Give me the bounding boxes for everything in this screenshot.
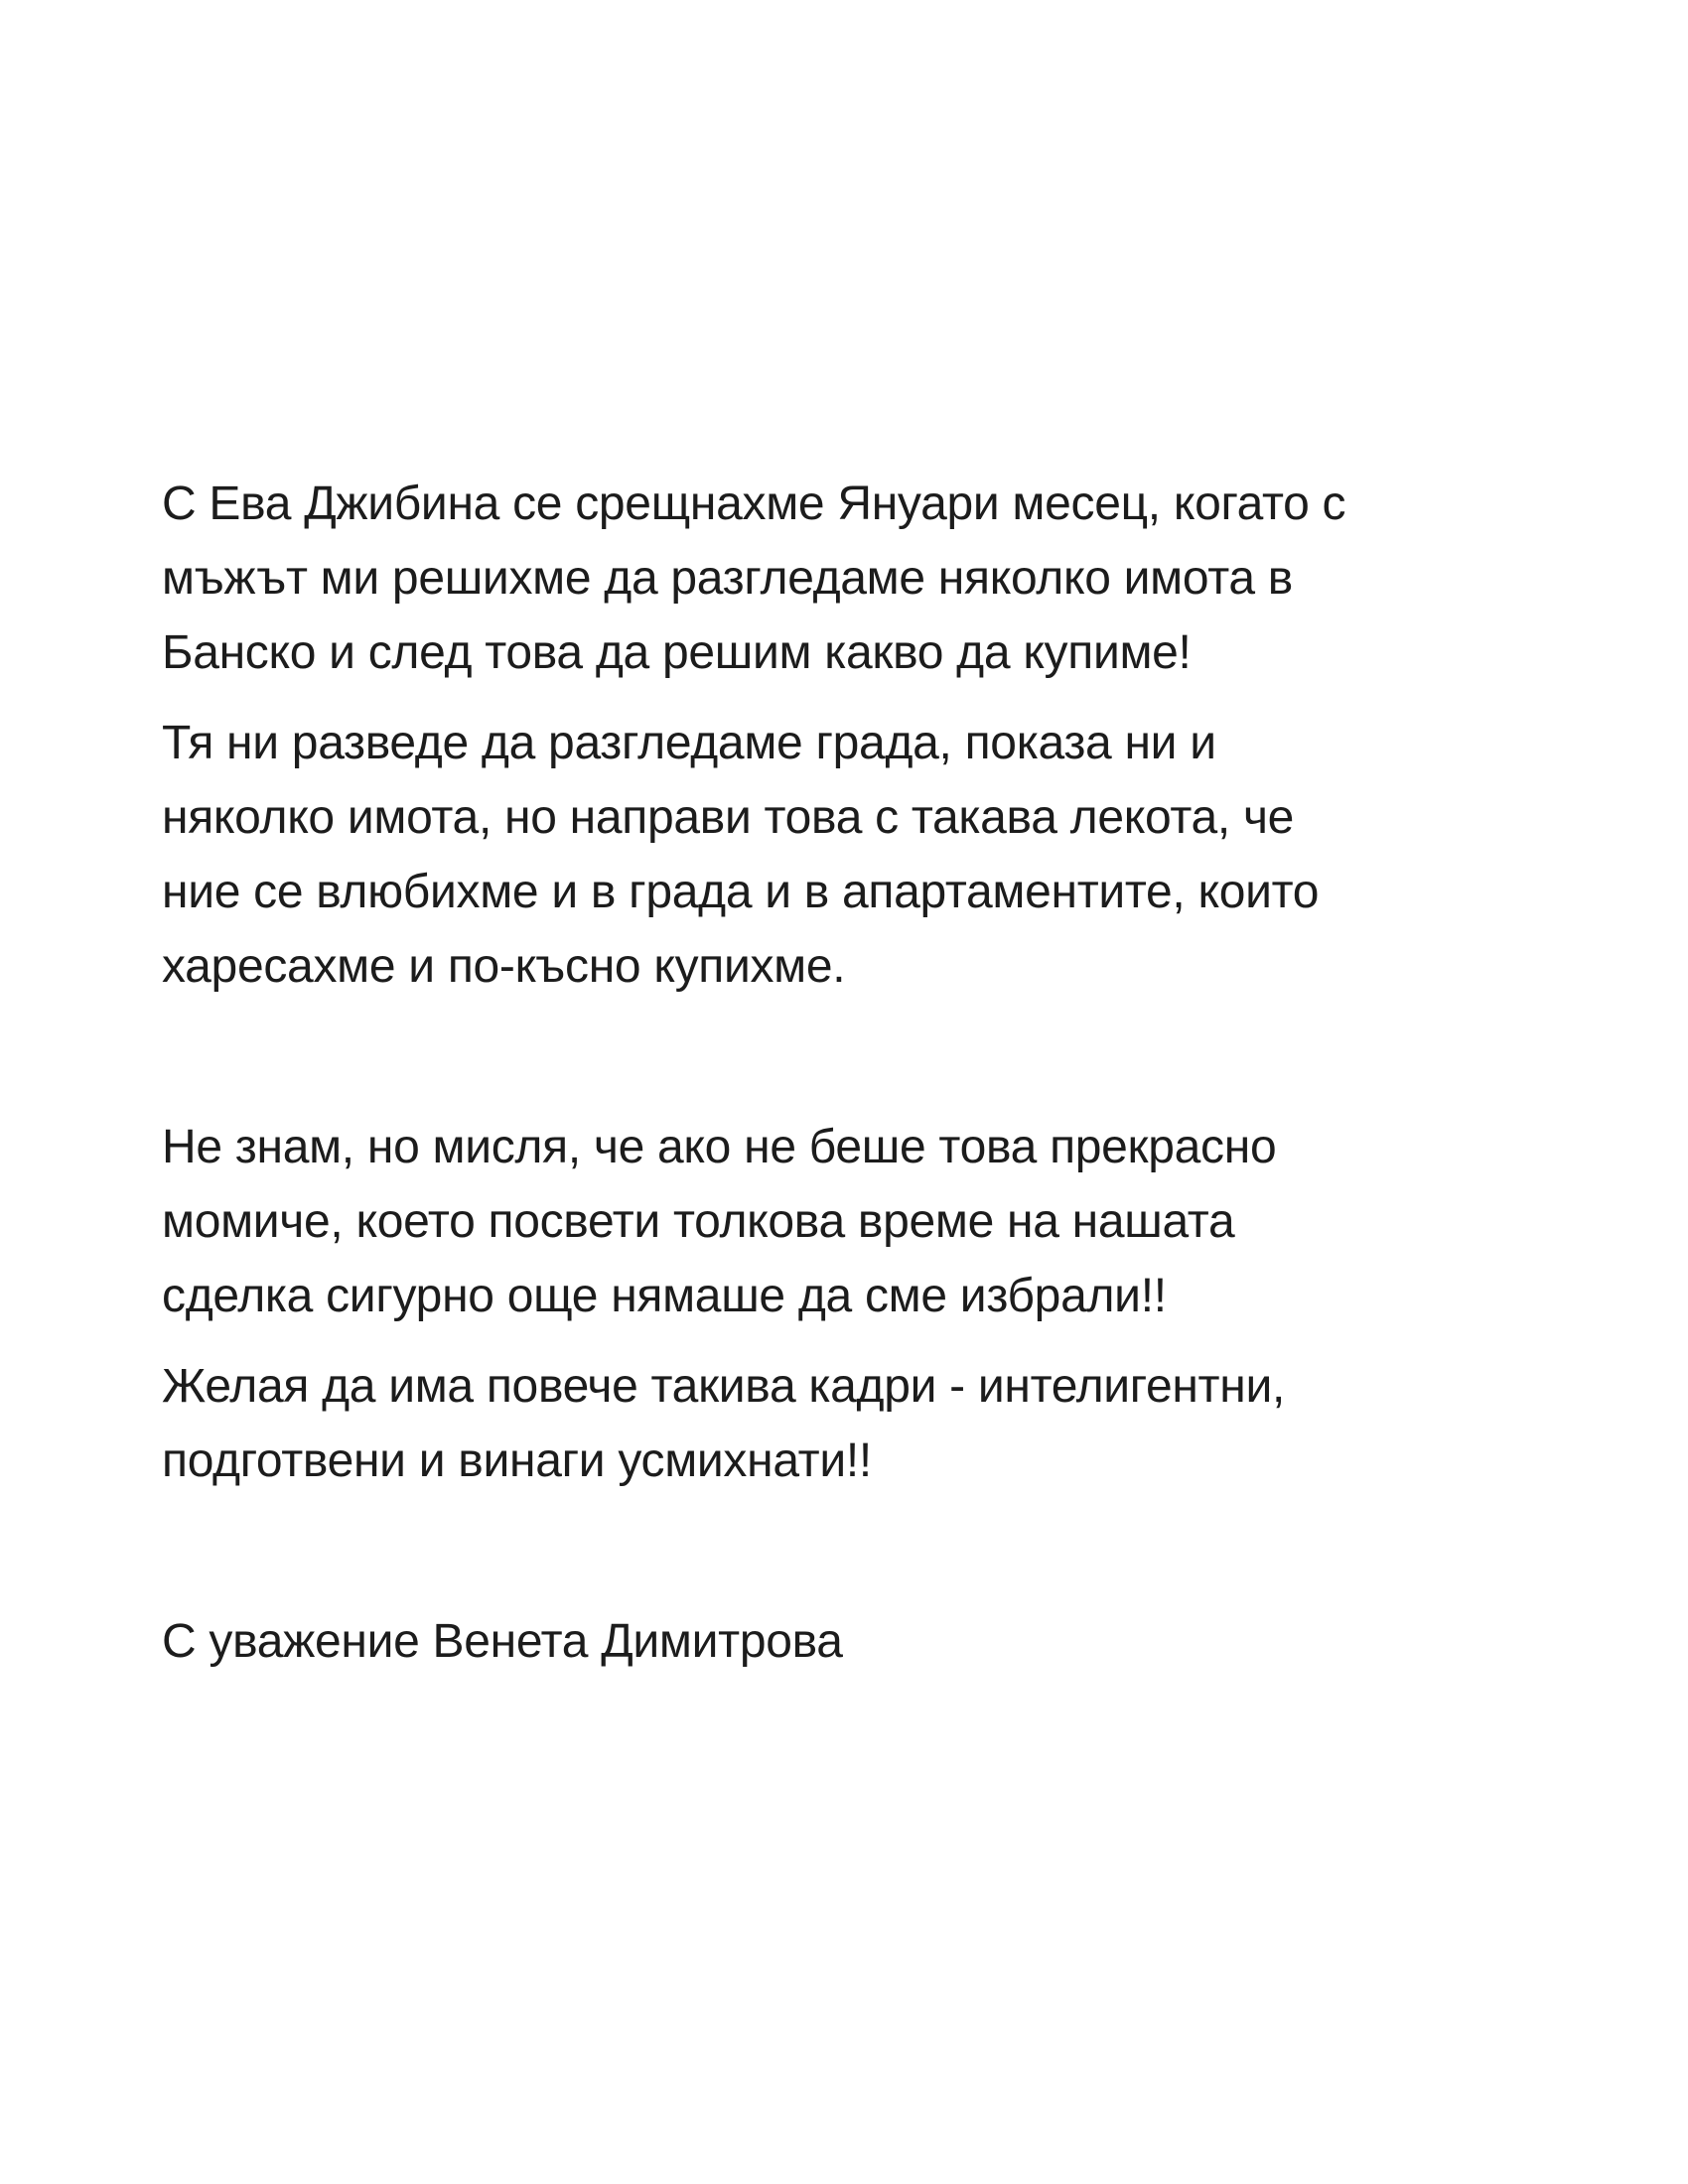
- blank-line-1: [162, 1020, 1482, 1094]
- document-text-body: [162, 467, 1482, 1695]
- text-line: С Ева Джибина се срещнахме Януари месец, когато с: [162, 478, 1346, 530]
- text-line: мъжът ми решихме да разгледаме няколко имота в: [162, 552, 1293, 605]
- testimonial-paragraph-1: [162, 467, 1482, 690]
- text-line: Банско и след това да решим какво да купиме!: [162, 626, 1192, 679]
- text-line: Не знам, но мисля, че ако не беше това прекрасно: [162, 1121, 1277, 1173]
- text-line: момиче, което посвети толкова време на нашата: [162, 1195, 1235, 1248]
- text-line: С уважение Венета Димитрова: [162, 1615, 843, 1668]
- text-line: няколко имота, но направи това с такава лекота, че: [162, 791, 1295, 844]
- text-line: сделка сигурно още нямаше да сме избрали!!: [162, 1270, 1167, 1322]
- text-line: подготвени и винаги усмихнати!!: [162, 1434, 872, 1487]
- testimonial-paragraph-3: [162, 1110, 1482, 1333]
- text-line: Тя ни разведе да разгледаме града, показа ни и: [162, 717, 1216, 769]
- text-line: харесахме и по-късно купихме.: [162, 940, 846, 993]
- testimonial-paragraph-4: [162, 1349, 1482, 1498]
- text-line: ние се влюбихме и в града и в апартаментите, които: [162, 866, 1320, 918]
- testimonial-paragraph-2: [162, 706, 1482, 1004]
- text-line: Желая да има повече такива кадри - интелигентни,: [162, 1360, 1285, 1413]
- signature-line: [162, 1604, 1482, 1679]
- blank-line-2: [162, 1514, 1482, 1588]
